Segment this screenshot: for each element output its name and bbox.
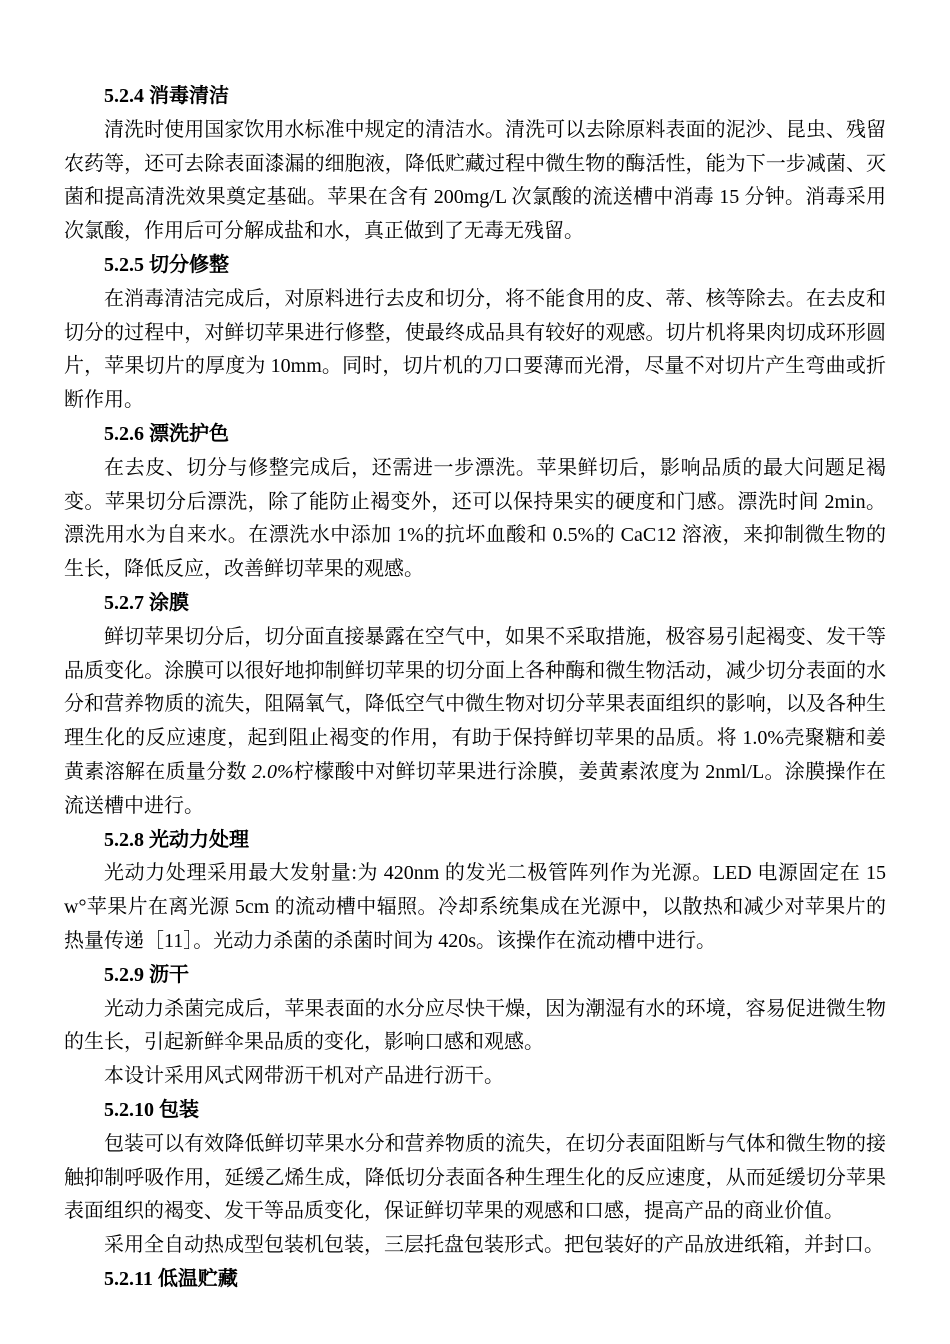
text-run: 柠檬酸中对鲜切苹果进行涂膜，姜黄素浓度为 2nml/L。涂膜操作在流送槽中进行。	[64, 760, 887, 817]
text-run: 2.0%	[252, 760, 294, 783]
body-paragraph	[64, 1229, 886, 1263]
section-heading	[64, 249, 886, 283]
body-paragraph	[64, 283, 886, 418]
text-run: 5.2.8 光动力处理	[104, 828, 249, 851]
section-heading	[64, 418, 886, 452]
text-run: 5.2.7 涂膜	[104, 591, 189, 614]
text-run: 在消毒清洁完成后，对原料进行去皮和切分，将不能食用的皮、蒂、核等除去。在去皮和切分的过程中，对鲜切苹果进行修整，使最终成品具有较好的观感。切片机将果肉切成环形圆片，苹果切片的厚度为 10mm。同时，切片机的刀口要薄而光滑，尽量不对切片产生弯曲或折断作用。	[64, 287, 886, 412]
text-run: 光动力杀菌完成后，苹果表面的水分应尽快干燥，因为潮湿有水的环境，容易促进微生物的生长，引起新鲜伞果品质的变化，影响口感和观感。	[64, 997, 886, 1054]
text-run: 光动力处理采用最大发射量:为 420nm 的发光二极管阵列作为光源。LED 电源固定在 15w°苹果片在离光源 5cm 的流动槽中辐照。冷却系统集成在光源中，以散热和减少对苹果片的热量传递［11］。光动力杀菌的杀菌时间为 420s。该操作在流动槽中进行。	[64, 862, 886, 952]
text-run: 清洗时使用国家饮用水标准中规定的清洁水。清洗可以去除原料表面的泥沙、昆虫、残留农药等，还可去除表面漆漏的细胞液，降低贮藏过程中微生物的酶活性，能为下一步减菌、灭菌和提高清洗效果奠定基础。苹果在含有 200mg/L 次氯酸的流送槽中消毒 15 分钟。消毒采用次氯酸，作用后可分解成盐和水，真正做到了无毒无残留。	[64, 118, 886, 243]
body-paragraph	[64, 993, 886, 1061]
body-paragraph	[64, 621, 886, 824]
body-paragraph	[64, 1128, 886, 1229]
section-heading	[64, 80, 886, 114]
body-paragraph	[64, 452, 886, 587]
text-run: 5.2.10 包装	[104, 1098, 199, 1121]
section-heading	[64, 1263, 886, 1297]
text-run: 5.2.4 消毒清洁	[104, 85, 229, 107]
body-paragraph	[64, 857, 886, 958]
section-heading	[64, 587, 886, 621]
body-paragraph	[64, 1060, 886, 1094]
section-heading	[64, 1094, 886, 1128]
text-run: 鲜切苹果切分后，切分面直接暴露在空气中，如果不采取措施，极容易引起褐变、发干等品质变化。涂膜可以很好地抑制鲜切苹果的切分面上各种酶和微生物活动，减少切分表面的水分和营养物质的流失，阻隔氧气，降低空气中微生物对切分苹果表面组织的影响，以及各种生理生化的反应速度，起到阻止褐变的作用，有助于保持鲜切苹果的品质。将 1.0%壳聚糖和姜黄素溶解在质量分数	[64, 625, 886, 783]
text-run: 5.2.6 漂洗护色	[104, 422, 229, 445]
text-run: 包装可以有效降低鲜切苹果水分和营养物质的流失，在切分表面阻断与气体和微生物的接触抑制呼吸作用，延缓乙烯生成，降低切分表面各种生理生化的反应速度，从而延缓切分苹果表面组织的褐变、发干等品质变化，保证鲜切苹果的观感和口感，提高产品的商业价值。	[64, 1132, 886, 1223]
text-run: 采用全自动热成型包装机包装，三层托盘包装形式。把包装好的产品放进纸箱，并封口。	[104, 1234, 884, 1257]
text-run: 5.2.9 沥干	[104, 963, 189, 986]
body-paragraph	[64, 114, 886, 249]
text-run: 本设计采用风式网带沥干机对产品进行沥干。	[104, 1065, 504, 1088]
section-heading	[64, 959, 886, 993]
text-run: 5.2.5 切分修整	[104, 253, 229, 276]
text-run: 在去皮、切分与修整完成后，还需进一步漂洗。苹果鲜切后，影响品质的最大问题足褐变。苹果切分后漂洗，除了能防止褐变外，还可以保持果实的硬度和门感。漂洗时间 2min。漂洗用水为自来水。在漂洗水中添加 1%的抗坏血酸和 0.5%的 CaC12 溶液，来抑制微生物的生长，降低反应，改善鲜切苹果的观感。	[64, 456, 886, 581]
text-run: 5.2.11 低温贮藏	[104, 1267, 238, 1290]
section-heading	[64, 824, 886, 858]
